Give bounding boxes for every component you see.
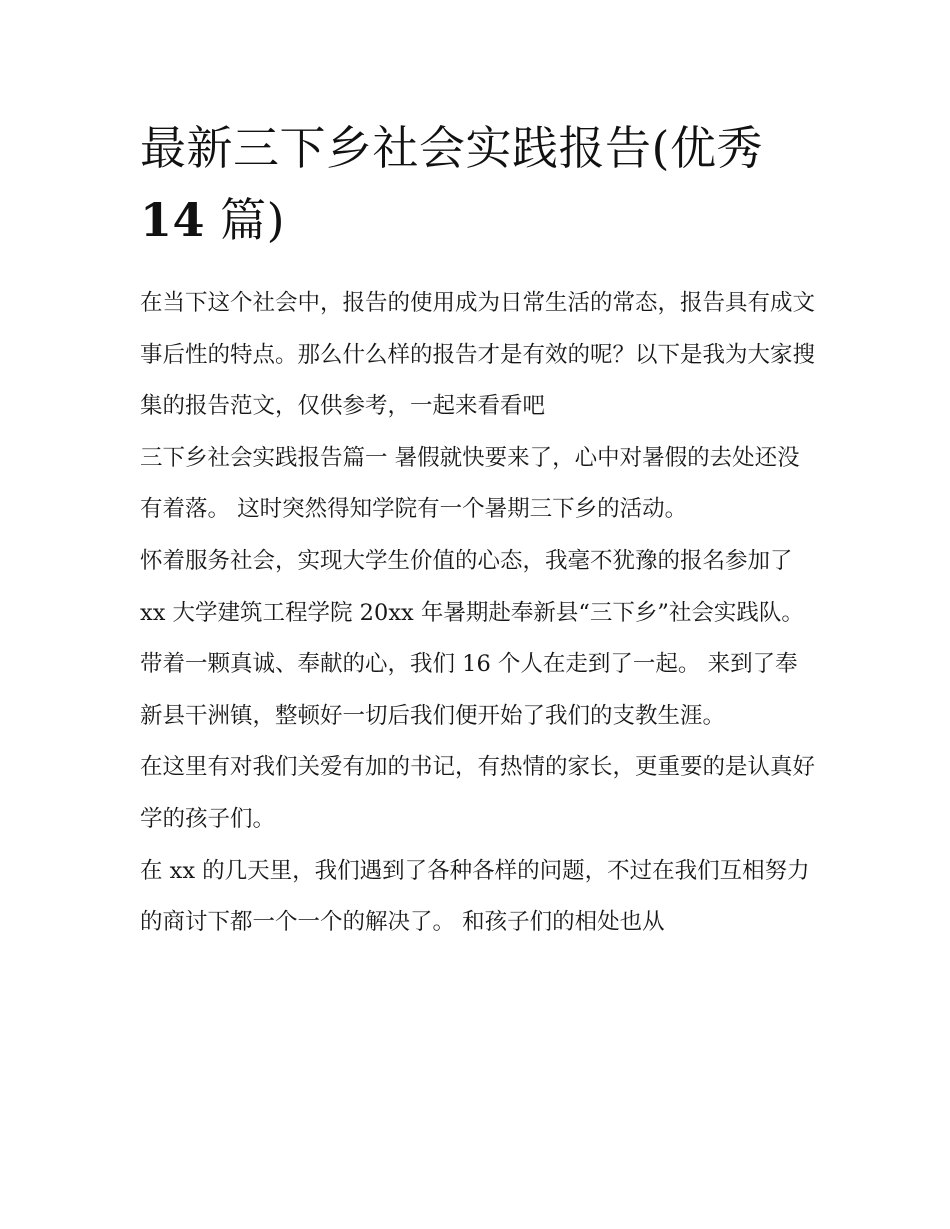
- paragraph-2: 怀着服务社会，实现大学生价值的心态，我毫不犹豫的报名参加了 xx 大学建筑工程学院 20xx 年暑期赴奉新县“三下乡”社会实践队。: [140, 547, 804, 626]
- paragraph-3: 带着一颗真诚、奉献的心，我们 16 个人在走到了一起。 来到了奉新县干洲镇，整顿好一切后我们便开始了我们的支教生涯。: [140, 651, 798, 729]
- title-number: 14: [140, 193, 206, 247]
- document-title: [140, 112, 820, 256]
- title-tail: 篇): [205, 193, 286, 247]
- paragraph-5: 在 xx 的几天里，我们遇到了各种各样的问题，不过在我们互相努力的商讨下都一个一个的解决了。 和孩子们的相处也从: [140, 857, 810, 936]
- paragraph-intro: 在当下这个社会中，报告的使用成为日常生活的常态，报告具有成文事后性的特点。那么什么样的报告才是有效的呢？以下是我为大家搜集的报告范文，仅供参考，一起来看看吧: [140, 290, 816, 420]
- paragraph-4: 在这里有对我们关爱有加的书记，有热情的家长，更重要的是认真好学的孩子们。: [140, 754, 816, 832]
- title-main: 最新三下乡社会实践报告(优秀: [140, 121, 763, 175]
- paragraph-1: 三下乡社会实践报告篇一 暑假就快要来了，心中对暑假的去处还没有着落。 这时突然得知学院有一个暑期三下乡的活动。: [140, 444, 800, 523]
- document-body: [140, 112, 820, 949]
